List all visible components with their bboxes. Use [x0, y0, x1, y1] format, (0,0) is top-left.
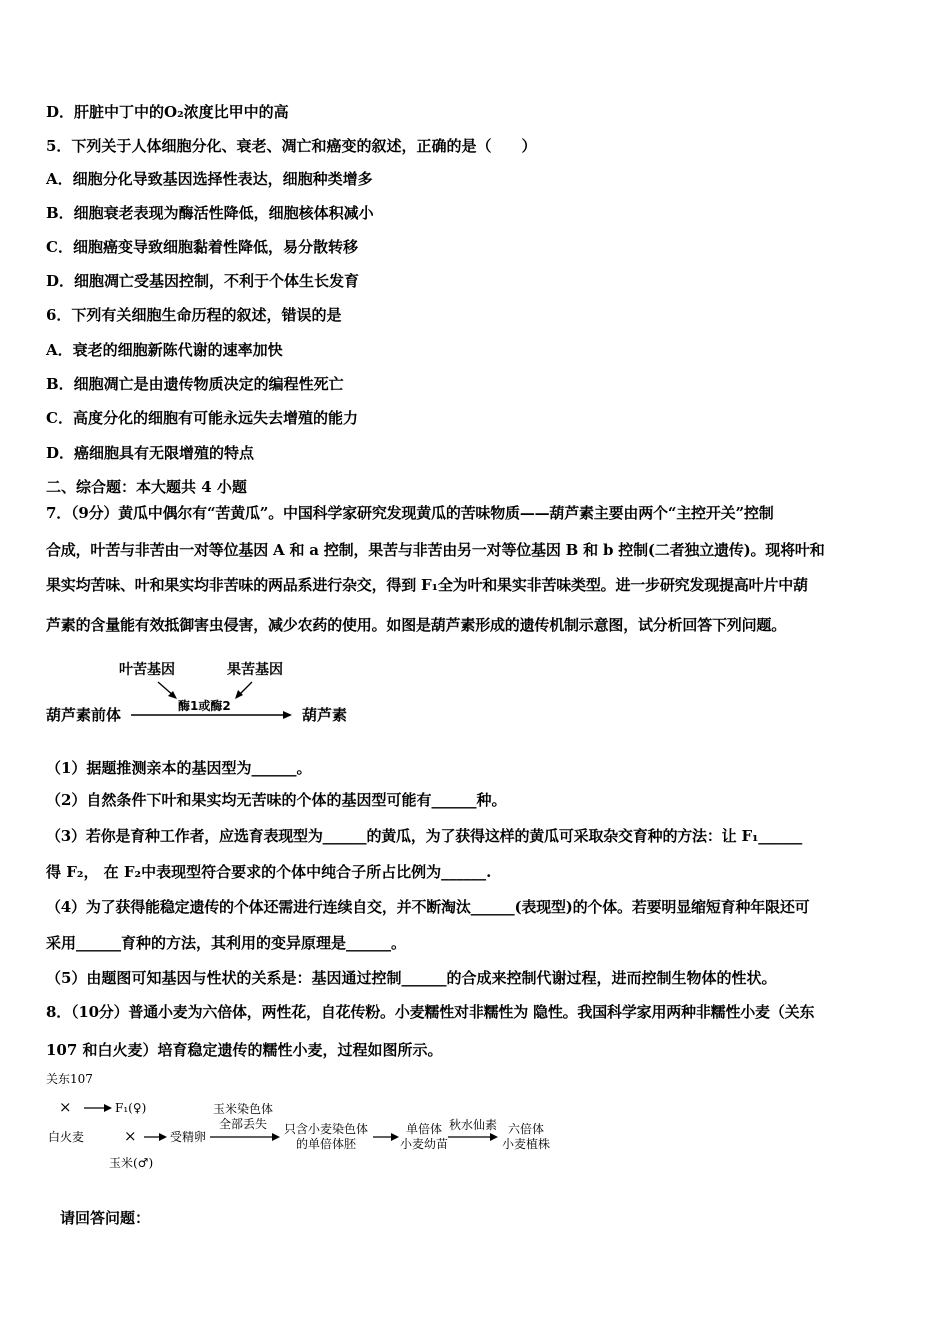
question-8-line-1: 8．（10分）普通小麦为六倍体，两性花，自花传粉。小麦糯性对非糯性为 隐性。我国科学家用两种非糯性小麦（关东	[46, 1003, 815, 1021]
cross-symbol-1: ×	[59, 1098, 72, 1116]
q7-sub-2: （2）自然条件下叶和果实均无苦味的个体的基因型可能有______种。	[46, 791, 507, 809]
q7-sub-3-line-1: （3）若你是育种工作者，应选育表现型为______的黄瓜，为了获得这样的黄瓜可采取杂交育种的方法：让 F₁______	[46, 827, 803, 845]
section-2-heading: 二、综合题：本大题共 4 小题	[46, 478, 247, 496]
q5-option-c: C．细胞癌变导致细胞黏着性降低，易分散转移	[46, 238, 358, 256]
q6-option-a: A．衰老的细胞新陈代谢的速率加快	[46, 341, 283, 359]
question-7-line-2: 合成，叶苦与非苦由一对等位基因 A 和 a 控制，果苦与非苦由另一对等位基因 B 和 b 控制(二者独立遗传)。现将叶和	[46, 541, 825, 559]
cross-symbol-2: ×	[124, 1127, 137, 1145]
q5-option-a: A．细胞分化导致基因选择性表达，细胞种类增多	[46, 170, 373, 188]
leaf-bitter-gene-label: 叶苦基因	[119, 662, 175, 678]
q6-option-b: B．细胞凋亡是由遗传物质决定的编程性死亡	[46, 375, 344, 393]
f1-female-label: F₁(♀)	[115, 1101, 147, 1115]
enzyme-label: 酶1或酶2	[178, 699, 231, 713]
question-7-line-4: 芦素的含量能有效抵御害虫侵害，减少农药的使用。如图是葫芦素形成的遗传机制示意图，试分析回答下列问题。	[46, 616, 787, 634]
q7-sub-3-line-2: 得 F₂， 在 F₂中表现型符合要求的个体中纯合子所占比例为______.	[46, 863, 492, 881]
question-5-stem: 5．下列关于人体细胞分化、衰老、凋亡和癌变的叙述，正确的是（ ）	[46, 137, 537, 155]
option-d-prev: D．肝脏中丁中的O₂浓度比甲中的高	[46, 103, 289, 121]
question-7-line-3: 果实均苦味、叶和果实均非苦味的两品系进行杂交，得到 F₁全为叶和果实非苦味类型。进一步研究发现提高叶片中葫	[46, 576, 808, 594]
precursor-label: 葫芦素前体	[46, 706, 122, 724]
colchicine-label: 秋水仙素	[449, 1118, 498, 1132]
corn-chromosome-loss-label: 玉米染色体 全部丢失	[213, 1102, 274, 1131]
zygote-label: 受精卵	[170, 1130, 207, 1144]
q5-option-d: D．细胞凋亡受基因控制，不利于个体生长发育	[46, 272, 360, 290]
product-label: 葫芦素	[302, 706, 348, 724]
baihuomai-label: 白火麦	[48, 1130, 85, 1144]
hexaploid-plant-label: 六倍体 小麦植株	[502, 1122, 551, 1151]
question-8-line-2: 107 和白火麦）培育稳定遗传的糯性小麦，过程如图所示。	[46, 1041, 443, 1059]
corn-male-label: 玉米(♂)	[109, 1156, 154, 1170]
q6-option-d: D．癌细胞具有无限增殖的特点	[46, 444, 255, 462]
q6-option-c: C．高度分化的细胞有可能永远失去增殖的能力	[46, 409, 358, 427]
q7-sub-1: （1）据题推测亲本的基因型为______。	[46, 759, 312, 777]
question-6-stem: 6．下列有关细胞生命历程的叙述，错误的是	[46, 306, 342, 324]
answer-prompt: 请回答问题：	[60, 1209, 151, 1227]
q7-sub-4-line-2: 采用______育种的方法，其利用的变异原理是______。	[46, 934, 407, 952]
q5-option-b: B．细胞衰老表现为酶活性降低，细胞核体积减小	[46, 204, 374, 222]
haploid-seedling-label: 单倍体 小麦幼苗	[400, 1122, 449, 1151]
question-7-line-1: 7．（9分）黄瓜中偶尔有“苦黄瓜”。中国科学家研究发现黄瓜的苦味物质——葫芦素主要由两个“主控开关”控制	[46, 504, 774, 522]
guandong-107-label: 关东107	[46, 1072, 93, 1086]
haploid-embryo-label: 只含小麦染色体 的单倍体胚	[284, 1122, 369, 1151]
q7-sub-4-line-1: （4）为了获得能稳定遗传的个体还需进行连续自交，并不断淘汰______(表现型)的个体。若要明显缩短育种年限还可	[46, 898, 810, 916]
q7-sub-5: （5）由题图可知基因与性状的关系是：基因通过控制______的合成来控制代谢过程，进而控制生物体的性状。	[46, 969, 777, 987]
fruit-bitter-gene-label: 果苦基因	[227, 662, 283, 678]
